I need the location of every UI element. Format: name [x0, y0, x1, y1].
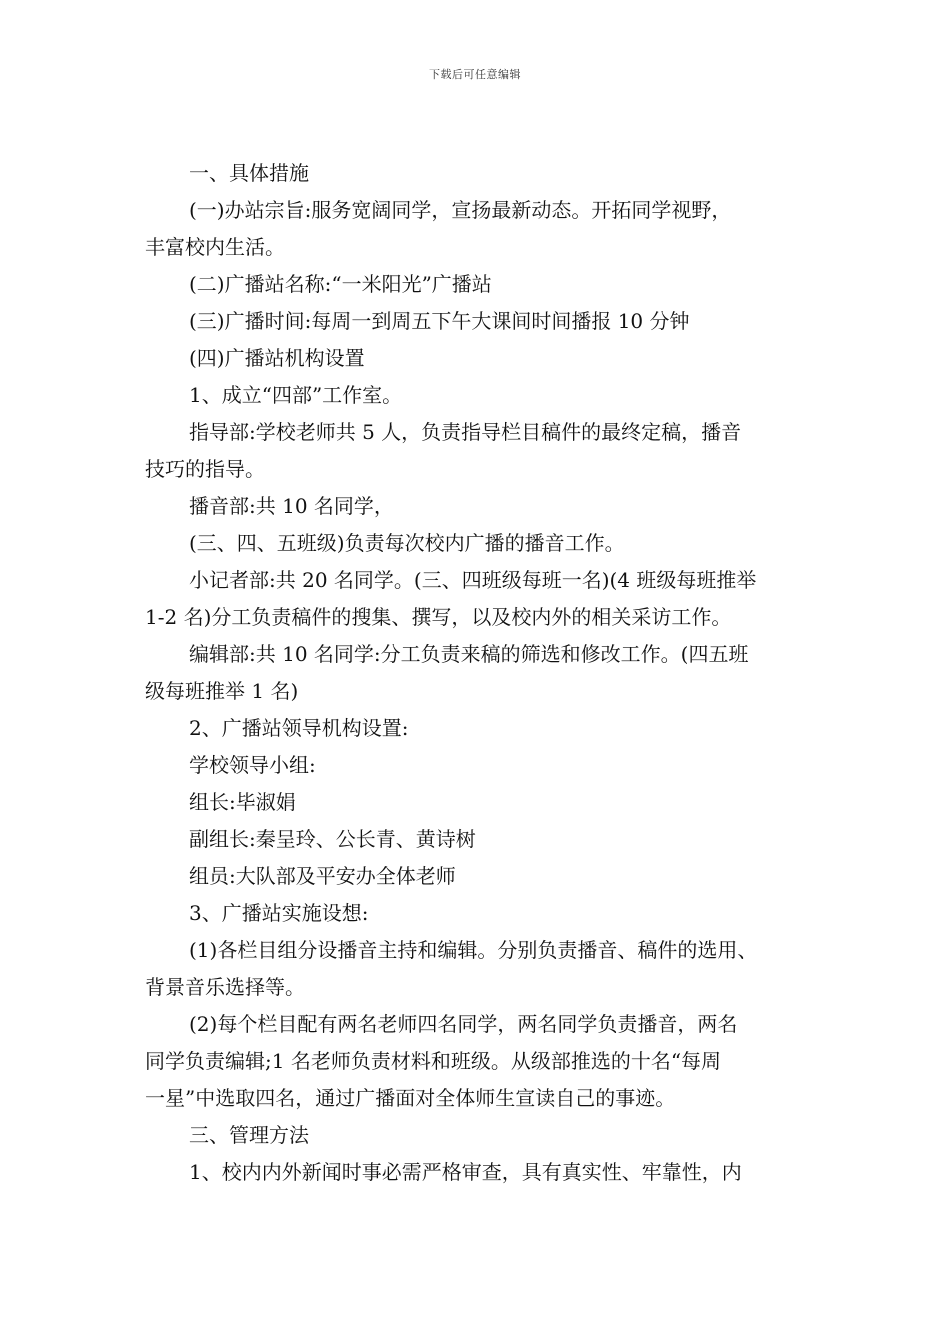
text-line: (四)广播站机构设置: [189, 346, 365, 370]
text-line: 1-2 名)分工负责稿件的搜集、撰写，以及校内外的相关采访工作。: [145, 605, 732, 629]
text-line: 1、校内内外新闻时事必需严格审查，具有真实性、牢靠性，内: [189, 1160, 742, 1184]
text-line: 背景音乐选择等。: [145, 975, 305, 999]
text-line: 组员:大队部及平安办全体老师: [189, 864, 456, 888]
text-line: (三、四、五班级)负责每次校内广播的播音工作。: [189, 531, 625, 555]
text-line: 丰富校内生活。: [145, 235, 285, 259]
text-line: 同学负责编辑;1 名老师负责材料和班级。从级部推选的十名“每周: [145, 1049, 722, 1073]
text-line: 2、广播站领导机构设置:: [189, 716, 409, 740]
text-line: 技巧的指导。: [145, 457, 265, 481]
text-line: 一星”中选取四名，通过广播面对全体师生宣读自己的事迹。: [145, 1086, 676, 1110]
text-line: (2)每个栏目配有两名老师四名同学，两名同学负责播音，两名: [189, 1012, 738, 1036]
text-line: 一、具体措施: [189, 161, 309, 185]
text-line: 3、广播站实施设想:: [189, 901, 369, 925]
text-line: 级每班推举 1 名): [145, 679, 299, 703]
text-line: 播音部:共 10 名同学，: [189, 494, 394, 518]
text-line: (1)各栏目组分设播音主持和编辑。分别负责播音、稿件的选用、: [189, 938, 758, 962]
text-line: 1、成立“四部”工作室。: [189, 383, 403, 407]
text-line: 指导部:学校老师共 5 人，负责指导栏目稿件的最终定稿，播音: [189, 420, 742, 444]
text-line: 小记者部:共 20 名同学。(三、四班级每班一名)(4 班级每班推举: [189, 568, 757, 592]
text-line: 编辑部:共 10 名同学:分工负责来稿的筛选和修改工作。(四五班: [189, 642, 749, 666]
text-line: (二)广播站名称:“一米阳光”广播站: [189, 272, 492, 296]
text-line: 三、管理方法: [189, 1123, 309, 1147]
document-body: [145, 155, 817, 1191]
text-line: (一)办站宗旨:服务宽阔同学，宣扬最新动态。开拓同学视野，: [189, 198, 732, 222]
header-note: 下载后可任意编辑: [429, 68, 521, 81]
text-line: 学校领导小组:: [189, 753, 316, 777]
text-line: 副组长:秦呈玲、公长青、黄诗树: [189, 827, 476, 851]
text-line: (三)广播时间:每周一到周五下午大课间时间播报 10 分钟: [189, 309, 690, 333]
text-line: 组长:毕淑娟: [189, 790, 296, 814]
